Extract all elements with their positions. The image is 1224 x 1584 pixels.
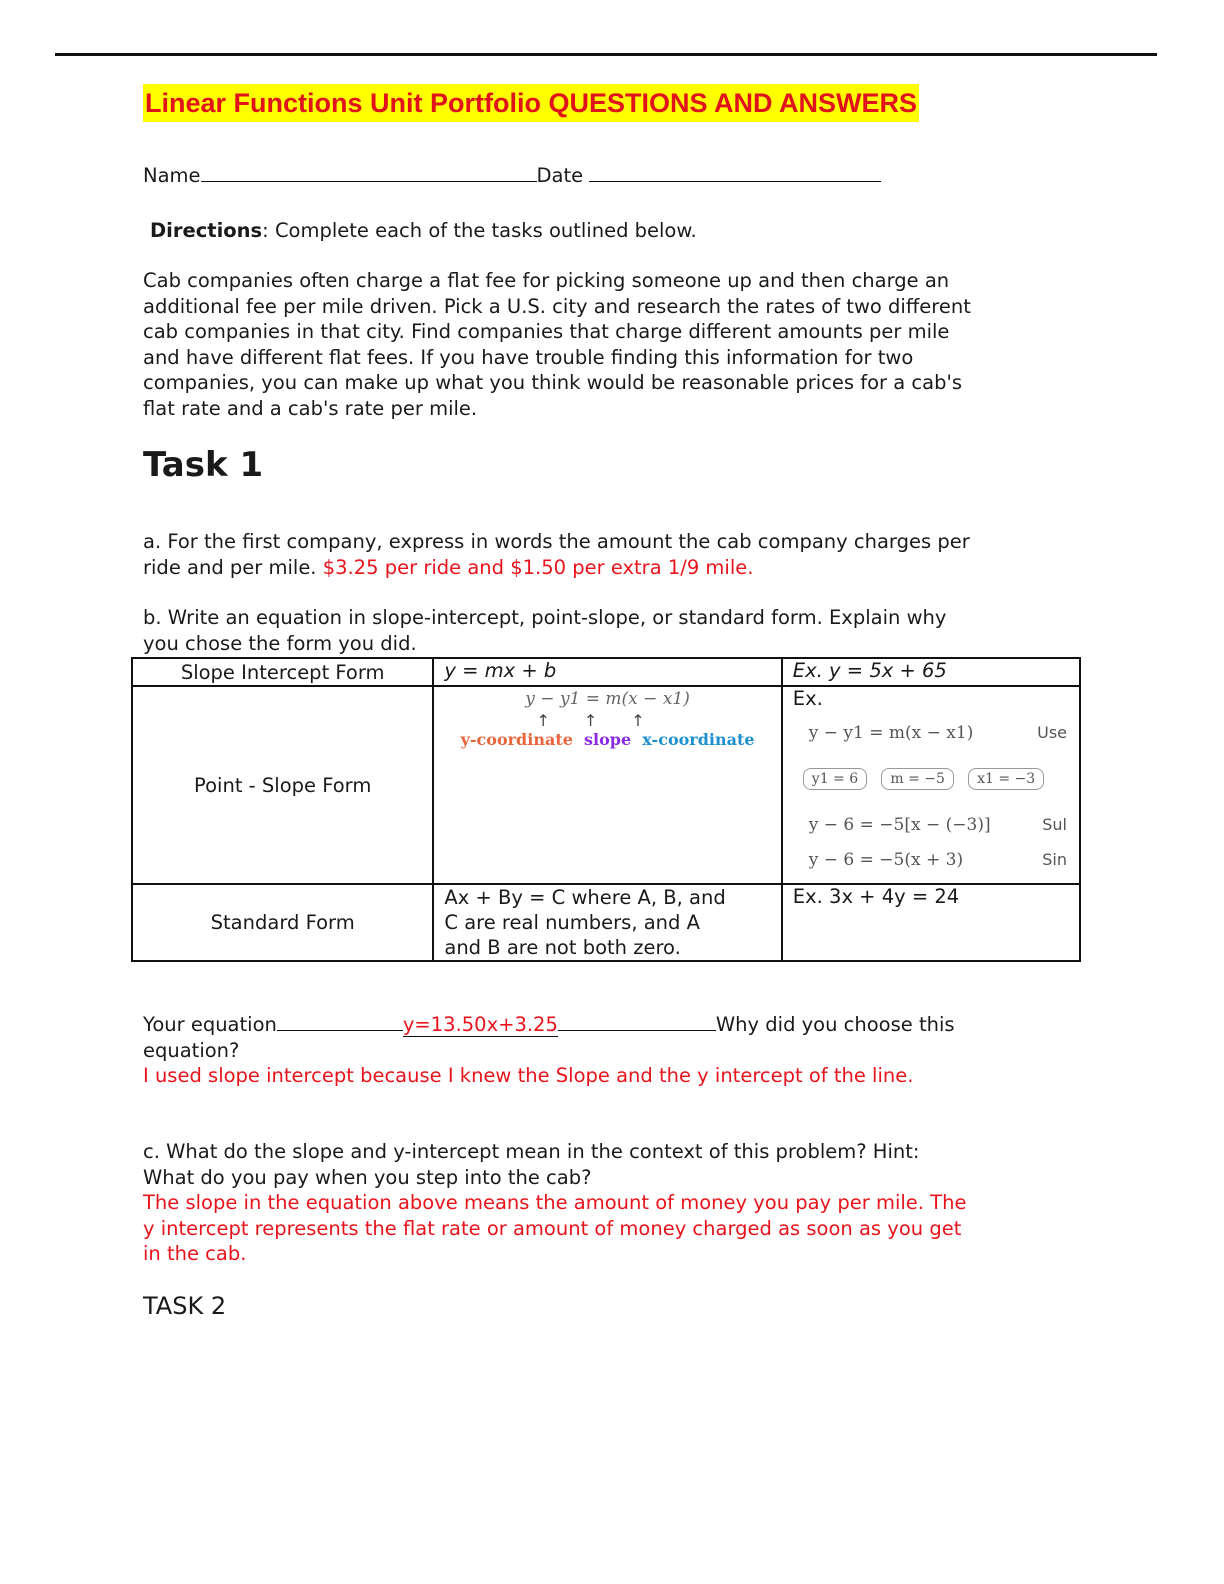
side-word: Use — [1037, 723, 1067, 742]
pill-y1: y1 = 6 — [803, 768, 867, 790]
task1-heading: Task 1 — [143, 445, 264, 485]
task2-heading: TASK 2 — [143, 1292, 227, 1320]
question-c-line1: c. What do the slope and y-intercept mean in the context of this problem? Hint: — [143, 1140, 920, 1163]
why-label: Why did you choose this — [715, 1013, 955, 1036]
standard-form-label: Standard Form — [132, 884, 433, 961]
directions-text: : Complete each of the tasks outlined below. — [262, 219, 697, 242]
question-b-line1: b. Write an equation in slope-intercept, point-slope, or standard form. Explain why — [143, 606, 947, 629]
equation-answer: I used slope intercept because I knew the Slope and the y intercept of the line. — [143, 1064, 914, 1087]
table-row — [132, 884, 1080, 961]
example-line: y − 6 = −5(x + 3) — [808, 850, 964, 870]
side-word: Sin — [1042, 850, 1067, 869]
name-blank[interactable] — [201, 163, 537, 182]
question-c-line2: What do you pay when you step into the cab? — [143, 1165, 592, 1189]
pill-x1: x1 = −3 — [968, 768, 1044, 790]
point-slope-formula: y − y1 = m(x − x1) — [525, 689, 690, 709]
pill-m: m = −5 — [881, 768, 954, 790]
top-rule — [55, 53, 1157, 56]
question-a — [143, 529, 970, 580]
question-c — [143, 1139, 966, 1267]
standard-form-formula: Ax + By = C where A, B, and C are real numbers, and A and B are not both zero. — [433, 884, 781, 961]
slope-intercept-example: Ex. y = 5x + 65 — [782, 658, 1080, 686]
name-label: Name — [143, 164, 201, 187]
standard-form-example: Ex. 3x + 4y = 24 — [782, 884, 1080, 961]
example-line: y − y1 = m(x − x1) — [808, 723, 974, 743]
point-slope-formula-cell — [433, 686, 781, 884]
directions — [150, 218, 697, 244]
table-row — [132, 686, 1080, 884]
point-slope-example-cell — [782, 686, 1080, 884]
side-word: Sul — [1042, 815, 1067, 834]
question-a-line2: ride and per mile. — [143, 555, 323, 579]
intro-paragraph — [143, 268, 971, 421]
why-label-2: equation? — [143, 1038, 240, 1062]
example-line: y − 6 = −5[x − (−3)] — [808, 815, 991, 835]
question-a-line1: a. For the first company, express in words the amount the cab company charges per — [143, 530, 970, 553]
date-blank[interactable] — [589, 163, 881, 182]
x-coordinate-label: x-coordinate — [642, 730, 755, 749]
y-coordinate-label: y-coordinate — [460, 730, 573, 749]
slope-intercept-formula: y = mx + b — [433, 658, 781, 686]
table-row — [132, 658, 1080, 686]
equation-value[interactable]: y=13.50x+3.25 — [402, 1013, 558, 1036]
intro-line: Cab companies often charge a flat fee for picking someone up and then charge an — [143, 269, 950, 292]
intro-line: cab companies in that city. Find companies that charge different amounts per mile — [143, 320, 950, 343]
answer-c-line: y intercept represents the flat rate or amount of money charged as soon as you get — [143, 1216, 962, 1240]
intro-line: and have different flat fees. If you have trouble finding this information for two — [143, 345, 914, 369]
intro-line: companies, you can make up what you think would be reasonable prices for a cab's — [143, 371, 962, 394]
forms-table — [131, 657, 1081, 962]
answer-c-line: The slope in the equation above means the amount of money you pay per mile. The — [143, 1191, 967, 1214]
slope-label: slope — [584, 730, 632, 749]
answer-c-line: in the cab. — [143, 1242, 247, 1265]
name-date-row — [143, 163, 881, 189]
point-slope-form-label: Point - Slope Form — [132, 686, 433, 884]
question-b-line2: you chose the form you did. — [143, 631, 417, 655]
directions-label: Directions — [150, 219, 263, 242]
arrows: ↑↑↑ — [536, 711, 679, 730]
date-label: Date — [536, 164, 584, 187]
slope-intercept-form-label: Slope Intercept Form — [132, 658, 433, 686]
page-title: Linear Functions Unit Portfolio QUESTIONS AND ANSWERS — [143, 84, 919, 122]
equation-label: Your equation — [143, 1013, 277, 1036]
question-b — [143, 605, 946, 656]
equation-block — [143, 1012, 955, 1089]
answer-a: $3.25 per ride and $1.50 per extra 1/9 mile. — [322, 555, 754, 579]
point-slope-example-head: Ex. — [792, 687, 823, 710]
intro-line: additional fee per mile driven. Pick a U.S. city and research the rates of two different — [143, 294, 971, 318]
intro-line: flat rate and a cab's rate per mile. — [143, 396, 478, 420]
